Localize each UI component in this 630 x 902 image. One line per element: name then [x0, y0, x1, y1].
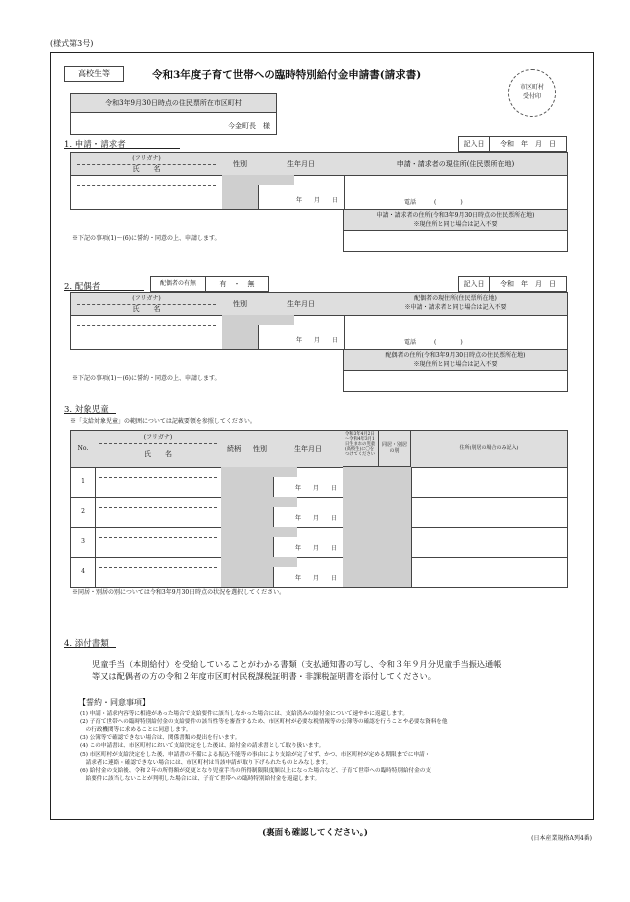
child-name-input[interactable] — [95, 527, 222, 557]
section4-heading: 4. 添付書類 — [64, 639, 109, 649]
col-cohabit: 同居・別居の別 — [379, 431, 411, 467]
row-number: 4 — [71, 557, 96, 587]
attachments-text — [92, 658, 501, 683]
applicant-name-input[interactable] — [71, 175, 223, 209]
footer-note: (裏面も確認してください。) — [262, 828, 368, 838]
dob-ymd: 年 月 日 — [294, 575, 337, 582]
applicant-name-header — [71, 153, 223, 176]
dob-ymd: 年 月 日 — [294, 485, 337, 492]
child-relation-cell — [221, 557, 248, 587]
applicant-dob-header: 生年月日 — [258, 153, 345, 176]
child-name-input[interactable] — [95, 467, 222, 497]
col-name — [95, 431, 222, 468]
section3-underline — [64, 413, 116, 414]
child-cohabit-cell[interactable] — [379, 557, 412, 587]
row-number: 1 — [71, 467, 96, 497]
children-table — [70, 430, 568, 588]
divider — [99, 477, 217, 478]
spouse-sex-header: 性別 — [222, 293, 259, 316]
row-number: 2 — [71, 497, 96, 527]
spouse-name-input[interactable] — [71, 315, 223, 349]
paper-size-note: (日本産業規格A列4番) — [531, 835, 592, 842]
applicant-sept30-header — [343, 209, 568, 231]
applicant-table — [70, 152, 568, 210]
child-cohabit-cell[interactable] — [379, 527, 412, 557]
pledge-heading: 【誓約・同意事項】 — [78, 698, 150, 707]
col-sex: 性別 — [247, 431, 274, 468]
pledge-item: の行政機関等に求めることに同意します。 — [80, 727, 192, 734]
table-row — [71, 527, 567, 558]
applicant-pledge-text: ※下記の事項(1)～(6)に誓約・同意の上、申請します。 — [72, 235, 221, 242]
applicant-address-header: 申請・請求者の現住所(住民票所在地) — [344, 153, 567, 176]
section2-heading: 2. 配偶者 — [64, 282, 101, 292]
spouse-presence-label: 配偶者の有無 — [150, 276, 206, 292]
col-remark: 令和3年4月2日～令和4年3月1日生まれの児童(高校生)に〇をつけてください — [343, 431, 379, 467]
child-sex-cell — [247, 527, 274, 557]
spouse-dob-header: 生年月日 — [258, 293, 345, 316]
child-relation-cell — [221, 527, 248, 557]
spouse-date-label: 記入日 — [458, 276, 490, 292]
era-box — [273, 527, 297, 537]
name-label: 氏 名 — [132, 165, 161, 173]
spouse-sept30-header — [343, 349, 568, 371]
child-address-input[interactable] — [411, 527, 567, 557]
municipality-header: 令和3年9月30日時点の住民票所在市区町村 — [71, 94, 276, 113]
child-cohabit-cell[interactable] — [379, 467, 412, 497]
divider — [77, 185, 216, 186]
spouse-presence-select[interactable]: 有 ・ 無 — [205, 276, 269, 292]
dob-ymd: 年 月 日 — [295, 197, 338, 204]
pledge-item: (5) 市区町村が支給決定をした後、申請書の不備による振込不能等の事由により支給が完了せず、かつ、市区町村が定める期限までに申請・ — [80, 751, 431, 758]
form-code: (様式第3号) — [50, 39, 94, 48]
table-row — [71, 467, 567, 498]
phone-label: 電話 ( ) — [404, 339, 463, 346]
applicant-sept30-input[interactable] — [343, 230, 568, 252]
section4-underline — [64, 647, 116, 648]
pledge-item: (6) 給付金の支給後、令和２年の所得額が変更となり児童手当の所得制限限度額以上になった場合など、子育て世帯への臨時特別給付金の支 — [80, 767, 431, 774]
child-address-input[interactable] — [411, 557, 567, 587]
municipality-box — [70, 93, 277, 135]
child-dob-input[interactable] — [273, 497, 344, 527]
pledge-item: (2) 子育て世帯への臨時特別給付金の支給要件の該当性等を審査するため、市区町村が必要な税情報等の公簿等の確認を行うことや必要な資料を他 — [80, 719, 448, 726]
pledge-item: (4) この申請書は、市区町村において支給決定をした後は、給付金の請求書として取り扱います。 — [80, 743, 325, 750]
spouse-dob-input[interactable] — [258, 315, 345, 349]
spouse-address-header-text: 配偶者の現住所(住民票所在地) — [414, 295, 497, 302]
sept30-header-text: 配偶者の住所(令和3年9月30日時点の住民票所在地) — [385, 352, 526, 359]
spouse-table — [70, 292, 568, 350]
date-label: 記入日 — [458, 136, 490, 152]
spouse-pledge-text: ※下記の事項(1)～(6)に誓約・同意の上、申請します。 — [72, 375, 221, 382]
date-field[interactable]: 令和 年 月 日 — [489, 136, 567, 152]
divider — [99, 507, 217, 508]
child-name-input[interactable] — [95, 497, 222, 527]
section3-note: ※「支給対象児童」の範囲については記載要領を参照してください。 — [70, 418, 256, 425]
era-box — [273, 497, 297, 507]
era-box — [258, 175, 294, 185]
section3-heading: 3. 対象児童 — [64, 405, 109, 415]
dob-ymd: 年 月 日 — [294, 515, 337, 522]
child-relation-cell — [221, 467, 248, 497]
applicant-sex-cell — [222, 175, 259, 209]
child-dob-input[interactable] — [273, 527, 344, 557]
col-dob: 生年月日 — [273, 431, 344, 468]
child-sex-cell — [247, 557, 274, 587]
stamp-label-2: 受付印 — [522, 93, 541, 100]
spouse-address-input[interactable] — [344, 315, 567, 349]
spouse-sept30-input[interactable] — [343, 370, 568, 392]
child-cohabit-cell[interactable] — [379, 497, 412, 527]
applicant-dob-input[interactable] — [258, 175, 345, 209]
child-remark-cell[interactable] — [343, 557, 380, 587]
furigana-label: (フリガナ) — [132, 295, 161, 302]
section1-underline — [64, 148, 180, 149]
applicant-sex-header: 性別 — [222, 153, 259, 176]
section3-footnote: ※同居・別居の別については令和3年9月30日時点の状況を選択してください。 — [72, 589, 286, 596]
name-label: 氏 名 — [132, 305, 161, 313]
sept30-note-text: ※現住所と同じ場合は記入不要 — [413, 361, 498, 368]
dob-ymd: 年 月 日 — [295, 337, 338, 344]
row-number: 3 — [71, 527, 96, 557]
receipt-stamp-area — [508, 69, 556, 117]
grade-badge: 高校生等 — [64, 66, 124, 82]
table-row — [71, 497, 567, 528]
era-box — [273, 557, 297, 567]
col-relation: 続柄 — [221, 431, 248, 468]
stamp-label-1: 市区町村 — [519, 84, 544, 91]
divider — [99, 567, 217, 568]
spouse-name-header — [71, 293, 223, 316]
child-sex-cell — [247, 467, 274, 497]
municipality-recipient: 今金町長 様 — [228, 122, 270, 130]
child-sex-cell — [247, 497, 274, 527]
child-dob-input[interactable] — [273, 467, 344, 497]
divider — [99, 537, 217, 538]
page-title: 令和3年度子育て世帯への臨時特別給付金申請書(請求書) — [152, 69, 422, 81]
divider — [77, 325, 216, 326]
child-address-input[interactable] — [411, 497, 567, 527]
table-row — [71, 557, 567, 587]
child-name-input[interactable] — [95, 557, 222, 587]
era-box — [258, 315, 294, 325]
child-remark-cell[interactable] — [343, 467, 380, 497]
col-no: No. — [71, 431, 96, 468]
spouse-address-header — [344, 293, 567, 316]
col-address: 住所(別居の場合のみ記入) — [411, 431, 567, 468]
applicant-address-input[interactable] — [344, 175, 567, 209]
pledge-item: 給要件に該当しないことが判明した場合には、子育て世帯への臨時特別給付金を返還します。 — [80, 775, 321, 782]
sept30-header-text: 申請・請求者の住所(令和3年9月30日時点の住民票所在地) — [376, 212, 535, 219]
pledge-item: (1) 申請・請求内容等に相違があった場合で支給要件に該当しなかった場合には、支給済みの給付金について速やかに返還します。 — [80, 711, 408, 717]
dob-ymd: 年 月 日 — [294, 545, 337, 552]
pledge-item: (3) 公簿等で確認できない場合は、関係書類の提出を行います。 — [80, 735, 241, 742]
phone-label: 電話 ( ) — [404, 199, 463, 206]
section1-heading: 1. 申請・請求者 — [64, 140, 126, 150]
spouse-address-note: ※申請・請求者と同じ場合は記入不要 — [404, 304, 507, 311]
furigana-label: (フリガナ) — [132, 155, 161, 162]
sept30-note-text: ※現住所と同じ場合は記入不要 — [413, 221, 498, 228]
child-remark-cell[interactable] — [343, 527, 380, 557]
col-name-label: 氏 名 — [144, 450, 172, 458]
attachments-line: 等又は配偶者の方の令和２年度市区町村民税課税証明書・非課税証明書を添付してください。 — [92, 671, 436, 682]
era-box — [273, 467, 297, 477]
divider — [99, 443, 217, 444]
attachments-line: 児童手当（本則給付）を受給していることがわかる書類（支払通知書の写し、令和３年９月分児童手当振込通帳 — [92, 659, 502, 669]
col-furigana: (フリガナ) — [143, 434, 173, 441]
pledge-list — [80, 710, 447, 783]
section2-underline — [64, 290, 144, 291]
child-address-input[interactable] — [411, 467, 567, 497]
child-remark-cell[interactable] — [343, 497, 380, 527]
child-relation-cell — [221, 497, 248, 527]
child-dob-input[interactable] — [273, 557, 344, 587]
spouse-date-field[interactable]: 令和 年 月 日 — [489, 276, 567, 292]
spouse-sex-cell — [222, 315, 259, 349]
pledge-item: 請求者に連絡・確認できない場合には、市区町村は当該申請が取り下げられたものとみなします。 — [80, 759, 332, 766]
